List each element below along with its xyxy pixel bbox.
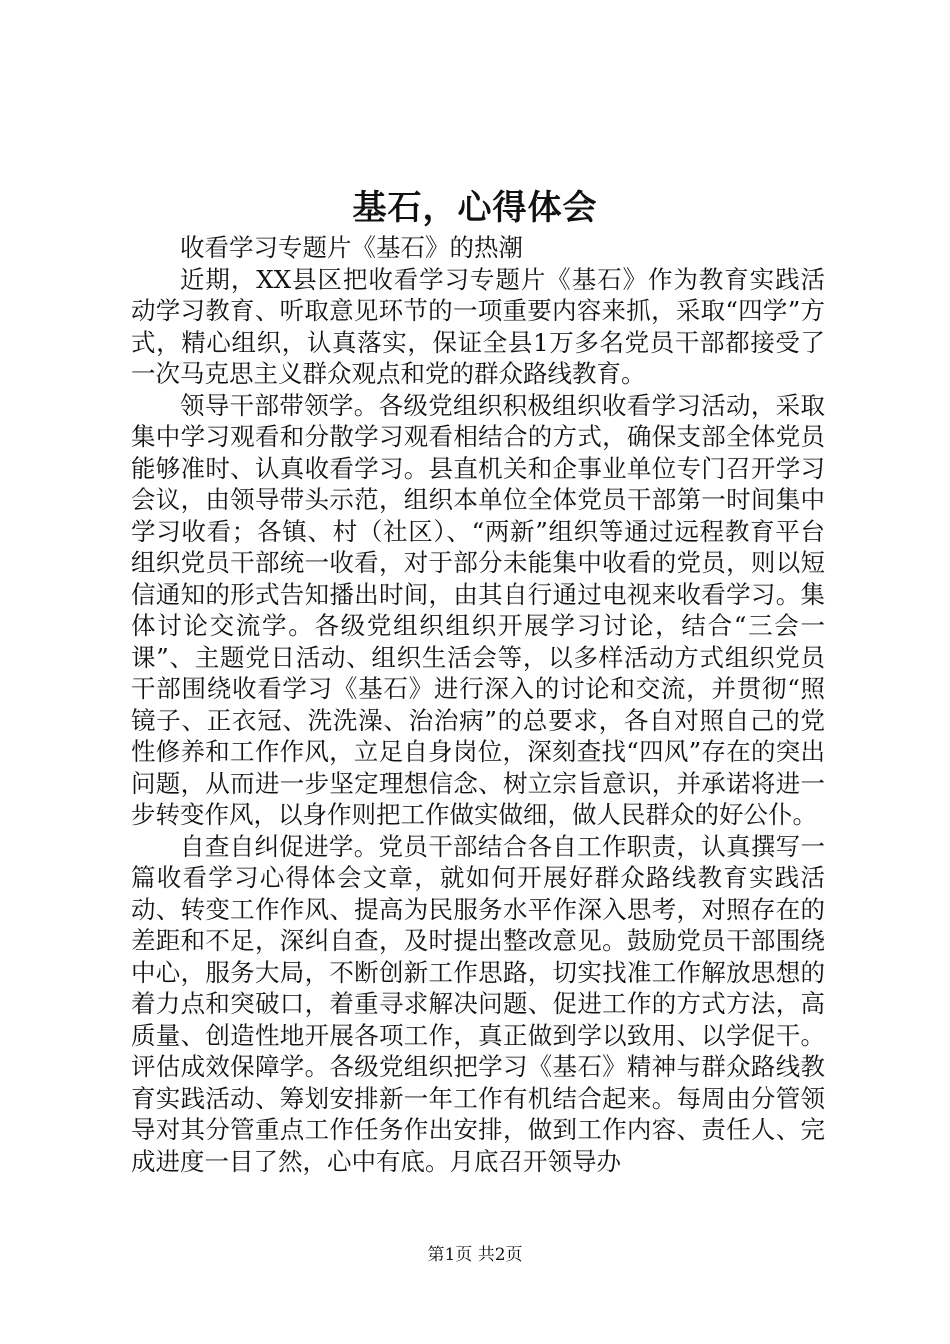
leadership-paragraph: 领导干部带领学。各级党组织积极组织收看学习活动，采取集中学习观看和分散学习观看相结合的方式，确保支部全体党员能够准时、认真收看学习。县直机关和企事业单位专门召开学习会议，由领导带头示范，组织本单位全体党员干部第一时间集中学习收看；各镇、村（社区）、“两新”组织等通过远程教育平台组织党员干部统一收看，对于部分未能集中收看的党员，则以短信通知的形式告知播出时间，由其自行通过电视来收看学习。集体讨论交流学。各级党组织组织开展学习讨论，结合“三会一课”、主题党日活动、组织生活会等，以多样活动方式组织党员干部围绕收看学习《基石》进行深入的讨论和交流，并贯彻“照镜子、正衣冠、洗洗澡、治治病”的总要求，各自对照自己的党性修养和工作作风，立足自身岗位，深刻查找“四风”存在的突出问题，从而进一步坚定理想信念、树立宗旨意识，并承诺将进一步转变作风，以身作则把工作做实做细，做人民群众的好公仆。: [131, 390, 825, 829]
intro-paragraph: 近期，XX县区把收看学习专题片《基石》作为教育实践活动学习教育、听取意见环节的一项重要内容来抓，采取“四学”方式，精心组织，认真落实，保证全县1万多名党员干部都接受了一次马克思主义群众观点和党的群众路线教育。: [131, 264, 825, 388]
self-check-paragraph: 自查自纠促进学。党员干部结合各自工作职责，认真撰写一篇收看学习心得体会文章，就如何开展好群众路线教育实践活动、转变工作作风、提高为民服务水平作深入思考，对照存在的差距和不足，深纠自查，及时提出整改意见。鼓励党员干部围绕中心，服务大局，不断创新工作思路，切实找准工作解放思想的着力点和突破口，着重寻求解决问题、促进工作的方式方法，高质量、创造性地开展各项工作，真正做到学以致用、以学促干。评估成效保障学。各级党组织把学习《基石》精神与群众路线教育实践活动、筹划安排新一年工作有机结合起来。每周由分管领导对其分管重点工作任务作出安排，做到工作内容、责任人、完成进度一目了然，心中有底。月底召开领导办: [131, 831, 825, 1176]
document-body: [131, 232, 825, 1177]
document-title: 基石，心得体会: [352, 188, 598, 228]
subtitle-paragraph: 收看学习专题片《基石》的热潮: [180, 233, 523, 262]
page-number: 第1页 共2页: [427, 1245, 523, 1265]
